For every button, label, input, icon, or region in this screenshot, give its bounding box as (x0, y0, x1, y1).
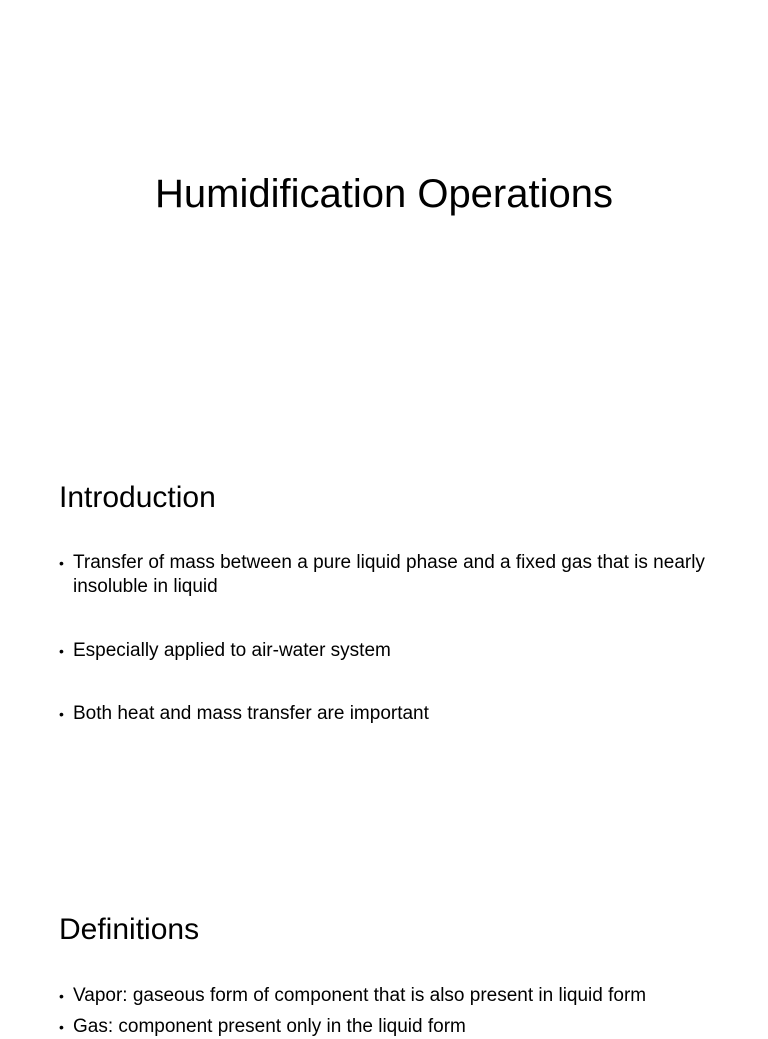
page-title: Humidification Operations (155, 172, 613, 216)
definitions-heading: Definitions (59, 913, 200, 946)
list-item (59, 984, 719, 1008)
bullet-text: Transfer of mass between a pure liquid phase and a fixed gas that is nearly insoluble in liquid (73, 552, 705, 597)
bullet-text: Vapor: gaseous form of component that is also present in liquid form (73, 985, 647, 1006)
bullet-text: Gas: component present only in the liquid form (73, 1016, 466, 1037)
bullet-dot-icon: • (59, 1019, 64, 1035)
bullet-dot-icon: • (59, 706, 64, 722)
bullet-text: Both heat and mass transfer are important (73, 703, 429, 724)
bullet-dot-icon: • (59, 988, 64, 1004)
bullet-dot-icon: • (59, 555, 64, 571)
list-item (59, 639, 719, 663)
bullet-text: Especially applied to air-water system (73, 640, 391, 661)
list-item (59, 702, 719, 726)
list-item (59, 1015, 719, 1039)
introduction-bullet-list (59, 551, 719, 726)
list-item (59, 551, 719, 599)
definitions-bullet-list (59, 984, 719, 1039)
introduction-heading: Introduction (59, 481, 216, 514)
bullet-dot-icon: • (59, 643, 64, 659)
